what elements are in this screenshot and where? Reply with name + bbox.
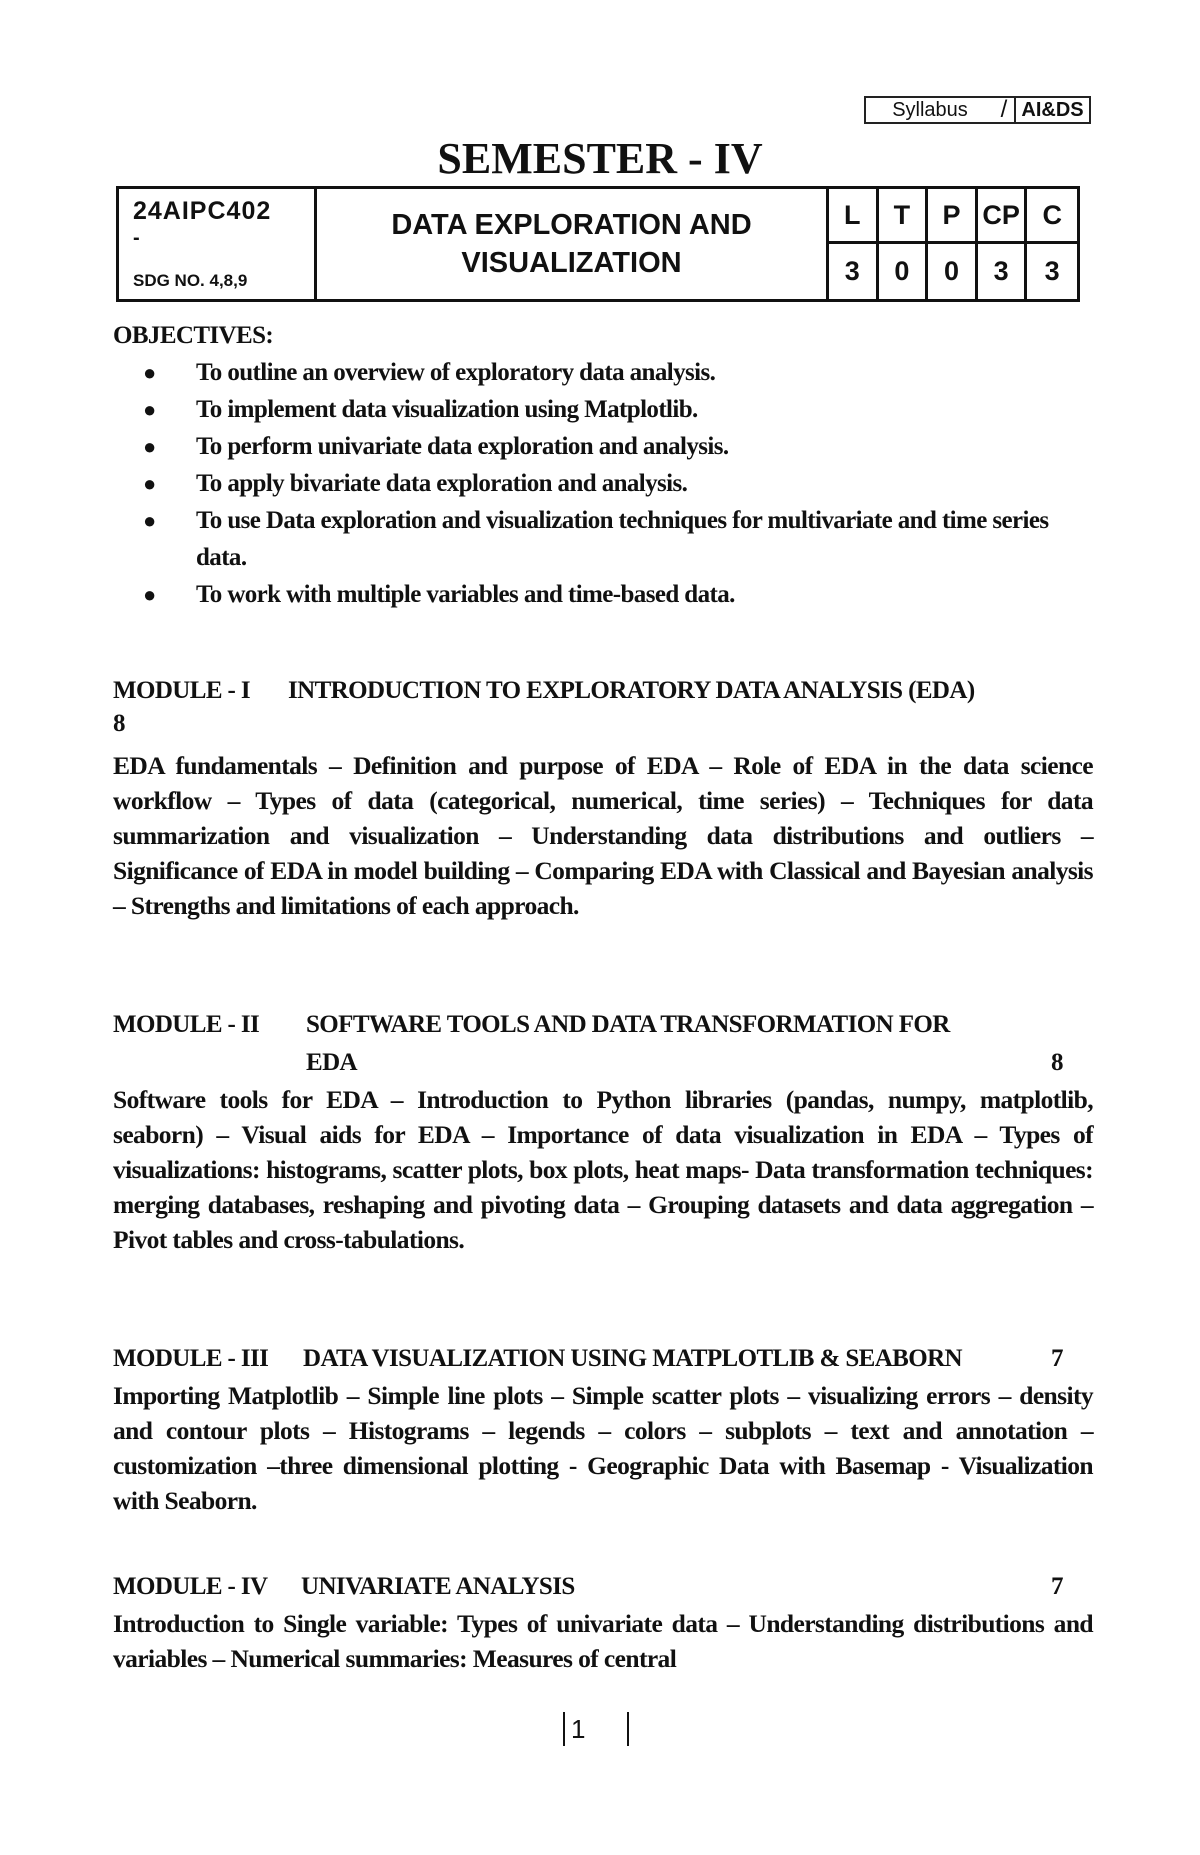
ltp-header-l: L xyxy=(829,189,879,244)
module-4-body: Introduction to Single variable: Types of univariate data – Understanding distributions and variables – Numerical summaries: Measures of central xyxy=(113,1609,1093,1673)
module-2-label: MODULE - II xyxy=(113,1011,260,1038)
sdg-numbers: SDG NO. 4,8,9 xyxy=(133,271,248,290)
page-number xyxy=(560,1712,640,1748)
objective-item: ● To apply bivariate data exploration and analysis. xyxy=(143,465,1093,502)
syllabus-tag xyxy=(864,96,1091,124)
module-3-hours: 7 xyxy=(1051,1345,1063,1372)
module-3-label: MODULE - III xyxy=(113,1345,269,1372)
module-2-title-line-2: EDA xyxy=(306,1049,357,1076)
objective-item: ● To work with multiple variables and time-based data. xyxy=(143,576,1093,613)
page-number-value: 1 xyxy=(571,1714,586,1744)
credit-grid xyxy=(829,189,1077,299)
page-number-bar-right xyxy=(627,1712,629,1746)
module-1-title: INTRODUCTION TO EXPLORATORY DATA ANALYSIS (EDA) xyxy=(288,677,975,704)
ltp-value-l: 3 xyxy=(829,244,879,299)
module-2-title-line-1: SOFTWARE TOOLS AND DATA TRANSFORMATION FOR xyxy=(306,1011,950,1038)
module-2-hours: 8 xyxy=(1051,1049,1063,1076)
module-3-heading xyxy=(113,1340,1093,1378)
module-4-title: UNIVARIATE ANALYSIS xyxy=(301,1573,575,1600)
module-4-hours: 7 xyxy=(1051,1573,1063,1600)
module-4-label: MODULE - IV xyxy=(113,1573,268,1600)
module-3 xyxy=(113,1340,1093,1518)
ltp-header-c: C xyxy=(1027,189,1077,244)
department-label: AI&DS xyxy=(1014,98,1089,122)
objective-item: ● To implement data visualization using Matplotlib. xyxy=(143,391,1093,428)
course-code: 24AIPC402 xyxy=(133,197,272,225)
module-2-heading xyxy=(113,1006,1093,1044)
course-info-table xyxy=(116,186,1080,302)
bullet-icon: ● xyxy=(143,582,156,607)
module-4-heading xyxy=(113,1568,1093,1606)
ltp-header-p: P xyxy=(928,189,978,244)
ltp-header-t: T xyxy=(879,189,929,244)
bullet-icon: ● xyxy=(143,360,156,385)
bullet-icon: ● xyxy=(143,471,156,496)
objective-item: ● To outline an overview of exploratory data analysis. xyxy=(143,354,1093,391)
bullet-icon: ● xyxy=(143,397,156,422)
objectives-list xyxy=(143,354,1093,613)
course-title-line-1: DATA EXPLORATION AND xyxy=(391,209,752,241)
ltp-value-t: 0 xyxy=(879,244,929,299)
course-code-cell xyxy=(119,189,317,299)
semester-title: SEMESTER - IV xyxy=(437,134,763,183)
module-1-heading xyxy=(113,672,1093,710)
module-3-title: DATA VISUALIZATION USING MATPLOTLIB & SEABORN xyxy=(303,1345,963,1372)
objectives-heading: OBJECTIVES: xyxy=(113,322,274,349)
module-2-body: Software tools for EDA – Introduction to Python libraries (pandas, numpy, matplotlib, seaborn) – Visual aids for EDA – Importance of data visualization in EDA – Types of visualizations: histograms, scatter plots, box plots, heat maps- Data transformation techniques: merging databases, reshaping and pivoting data – Grouping datasets and data aggregation – Pivot tables and cross-tabulations. xyxy=(113,1085,1093,1254)
module-1 xyxy=(113,672,1093,923)
bullet-icon: ● xyxy=(143,508,156,533)
course-title-line-2: VISUALIZATION xyxy=(461,247,682,279)
bullet-icon: ● xyxy=(143,434,156,459)
objective-item: ● To perform univariate data exploration and analysis. xyxy=(143,428,1093,465)
module-2 xyxy=(113,1006,1093,1257)
module-1-label: MODULE - I xyxy=(113,677,251,704)
course-code-dash: - xyxy=(133,227,140,249)
module-1-hours: 8 xyxy=(113,710,125,737)
ltp-value-cp: 3 xyxy=(978,244,1028,299)
ltp-header-cp: CP xyxy=(978,189,1028,244)
page-number-bar-left xyxy=(563,1712,565,1746)
module-3-body: Importing Matplotlib – Simple line plots – Simple scatter plots – visualizing errors – density and contour plots – Histograms – legends – colors – subplots – text and annotation – customization –three dimensional plotting - Geographic Data with Basemap - Visualization with Seaborn. xyxy=(113,1381,1093,1515)
module-4 xyxy=(113,1568,1093,1676)
tag-divider: / xyxy=(1000,96,1008,123)
ltp-value-c: 3 xyxy=(1044,256,1060,286)
module-2-heading-line-2 xyxy=(113,1044,1093,1082)
objectives-section xyxy=(113,318,1093,613)
course-title-cell xyxy=(317,189,829,299)
syllabus-label: Syllabus xyxy=(892,98,968,121)
ltp-value-p: 0 xyxy=(928,244,978,299)
module-1-body: EDA fundamentals – Definition and purpose of EDA – Role of EDA in the data science workflow – Types of data (categorical, numerical, time series) – Techniques for data summarization and visualization – Understanding data distributions and outliers – Significance of EDA in model building – Comparing EDA with Classical and Bayesian analysis – Strengths and limitations of each approach. xyxy=(113,751,1093,920)
objective-item: ● To use Data exploration and visualization techniques for multivariate and time series data. xyxy=(143,502,1093,576)
